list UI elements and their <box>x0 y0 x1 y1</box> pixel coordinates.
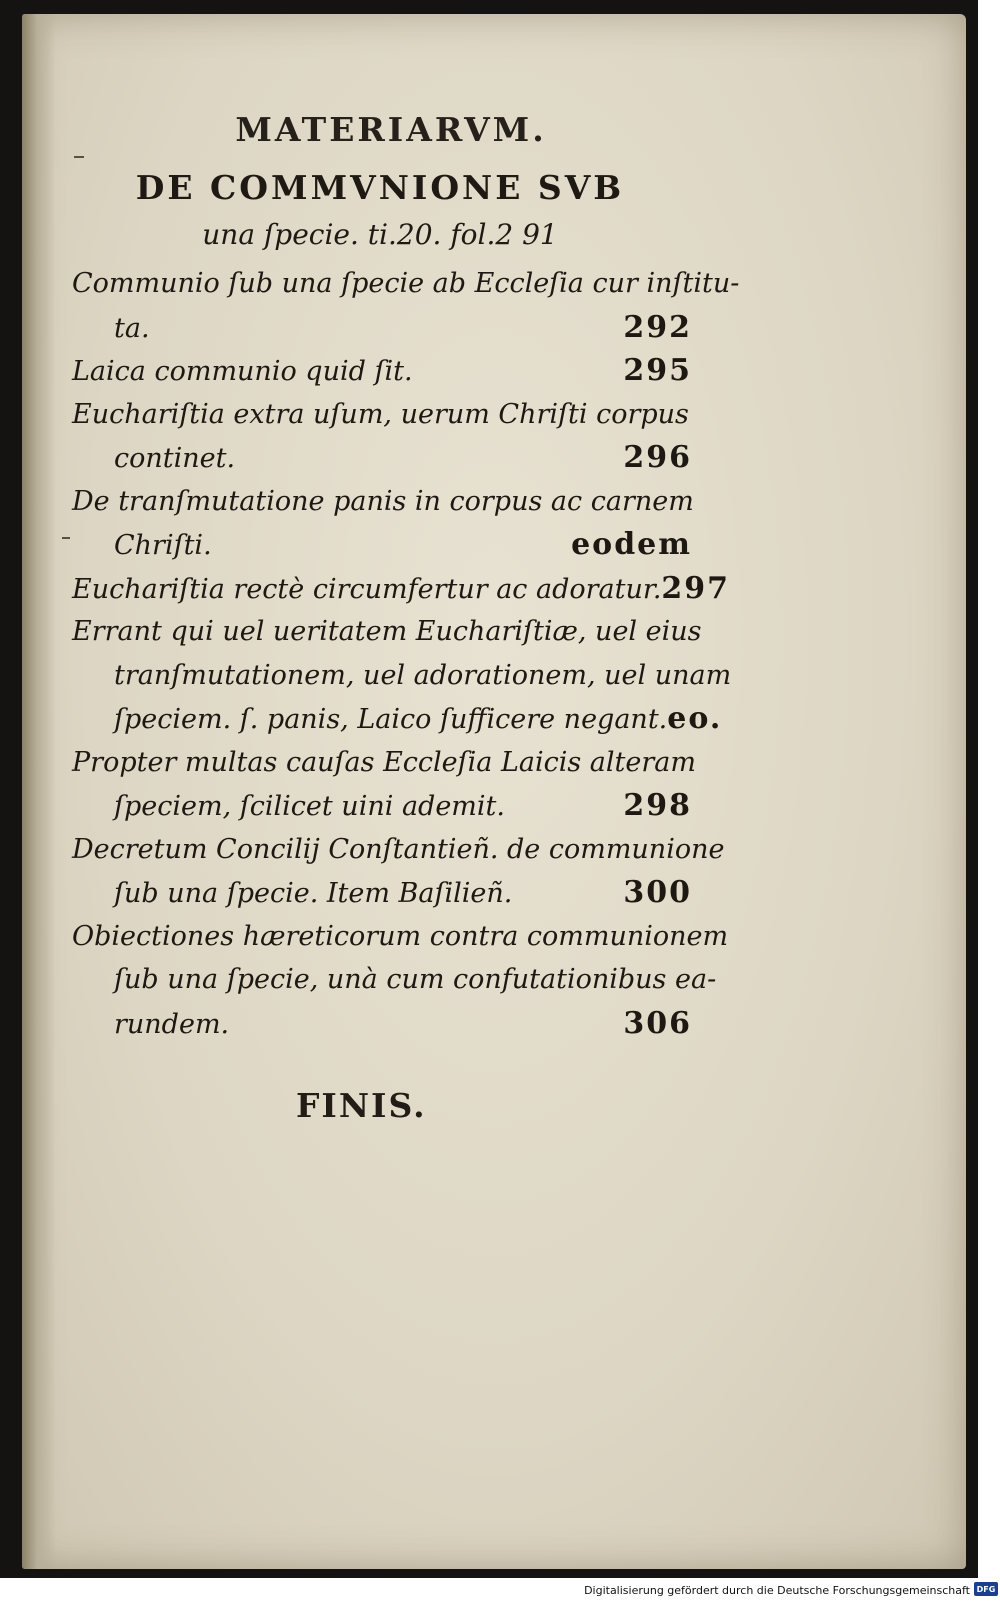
footer-credit: Digitalisierung gefördert durch die Deutsche Forschungsgemeinschaft <box>584 1584 970 1597</box>
index-entry-line <box>72 828 725 872</box>
entry-text: ta. <box>114 312 150 344</box>
page-gutter-shadow <box>22 14 56 1569</box>
index-entry-line <box>72 262 740 306</box>
index-entry <box>72 828 725 915</box>
index-entry <box>72 741 696 828</box>
index-entry-line <box>72 349 692 393</box>
index-entry <box>72 349 692 393</box>
page-reference: 295 <box>623 353 692 388</box>
index-entry <box>72 567 731 611</box>
finis: FINIS. <box>296 1086 427 1125</box>
index-entry-line <box>72 306 692 350</box>
entry-text: tranſmutationem, uel adorationem, uel unam <box>114 659 732 691</box>
entry-text: Chriſti. <box>114 530 212 561</box>
index-entry-line <box>72 871 692 915</box>
page-reference: 300 <box>623 875 692 910</box>
entry-text: Decretum Concilij Conſtantieñ. de communione <box>72 833 725 865</box>
entry-text: Errant qui uel ueritatem Euchariſtiæ, uel eius <box>72 616 702 647</box>
index-entry-line <box>72 523 692 567</box>
index-entry-line <box>72 697 723 741</box>
index-entry <box>72 610 732 741</box>
index-entry-line <box>72 436 692 480</box>
running-head: MATERIARVM. <box>235 110 547 149</box>
ink-mark <box>74 156 84 158</box>
entry-text: continet. <box>114 443 236 474</box>
dfg-logo: DFG <box>974 1582 998 1596</box>
page-reference: 296 <box>623 440 692 475</box>
section-heading: DE COMMVNIONE SVB <box>135 168 625 207</box>
index-entry <box>72 393 692 480</box>
index-entry <box>72 915 729 1046</box>
index-entry-line <box>72 654 732 698</box>
entry-text: Euchariſtia extra uſum, uerum Chriſti corpus <box>72 398 689 430</box>
entry-text: ſub una ſpecie. Item Baſilieñ. <box>114 878 513 909</box>
ink-mark <box>62 537 70 539</box>
entry-text: De tranſmutatione panis in corpus ac carnem <box>72 485 694 517</box>
index-entry-line <box>72 480 692 524</box>
entry-text: ſpeciem, ſcilicet uini ademit. <box>114 791 505 822</box>
index-entry-line <box>72 567 731 611</box>
entry-text: Obiectiones hæreticorum contra communionem <box>72 920 729 952</box>
page-reference: eo. <box>667 701 723 736</box>
entry-text: ſub una ſpecie, unà cum confutationibus ea- <box>114 964 717 995</box>
entry-text: ſpeciem. ſ. panis, Laico ſufficere negant. <box>114 704 668 735</box>
index-entry-line <box>72 610 702 654</box>
index-entry-line <box>72 1002 692 1046</box>
index-entry-line <box>72 741 696 785</box>
index-entry-line <box>72 784 692 828</box>
entry-text: Communio ſub una ſpecie ab Eccleſia cur inſtitu- <box>72 268 740 299</box>
entry-text: Laica communio quid ſit. <box>72 356 413 387</box>
page-reference: 298 <box>623 788 692 823</box>
entry-text: Euchariſtia rectè circumfertur ac adoratur. <box>72 573 662 605</box>
index-entries <box>72 262 740 1045</box>
page-reference: 297 <box>661 570 731 606</box>
page-reference: 292 <box>623 309 692 345</box>
index-entry-line <box>72 915 729 959</box>
index-entry <box>72 480 692 567</box>
section-subheading: una ſpecie. ti.20. fol.2 91 <box>202 218 558 251</box>
page-reference: 306 <box>623 1005 692 1041</box>
index-entry-line <box>72 958 717 1002</box>
entry-text: rundem. <box>114 1008 230 1040</box>
page-reference: eodem <box>571 527 692 562</box>
index-entry <box>72 262 740 349</box>
index-entry-line <box>72 393 692 437</box>
entry-text: Propter multas cauſas Eccleſia Laicis alteram <box>72 746 696 778</box>
